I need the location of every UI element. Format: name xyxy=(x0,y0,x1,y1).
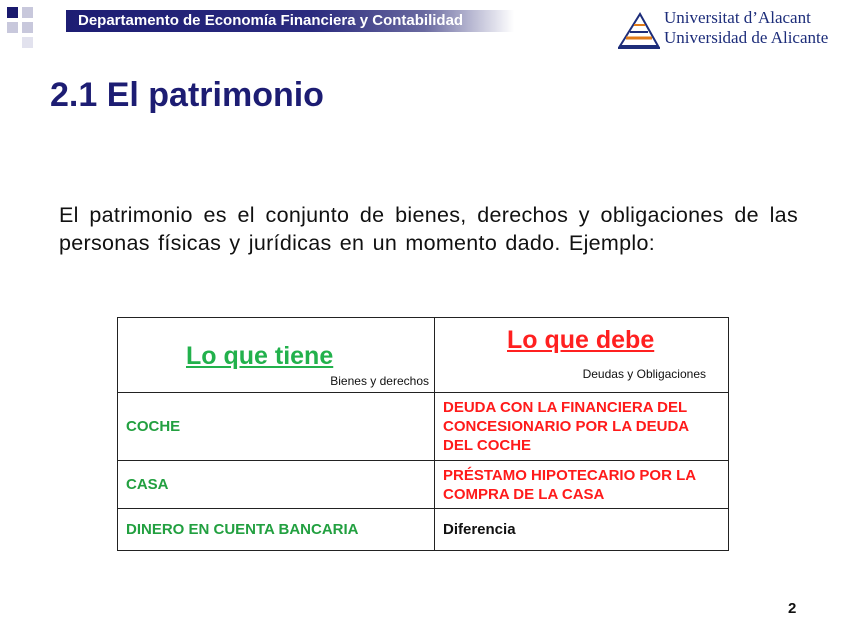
patrimony-table xyxy=(117,317,729,551)
table-row xyxy=(118,461,729,509)
asset-cell: COCHE xyxy=(118,393,435,461)
header-square-dark xyxy=(7,7,18,18)
department-name: Departamento de Economía Financiera y Contabilidad xyxy=(78,12,464,29)
header-square-light xyxy=(22,22,33,33)
table-row xyxy=(118,509,729,551)
university-name-valencian: Universitat d’Alacant xyxy=(664,8,811,27)
liabilities-heading: Lo que debe xyxy=(507,326,655,354)
university-name-spanish: Universidad de Alicante xyxy=(664,28,829,47)
liability-cell: DEUDA CON LA FINANCIERA DEL CONCESIONARIO POR LA DEUDA DEL COCHE xyxy=(435,393,729,461)
university-logo-icon xyxy=(618,10,660,50)
header-square-light xyxy=(22,7,33,18)
slide-title: 2.1 El patrimonio xyxy=(50,76,324,114)
liabilities-subheading: Deudas y Obligaciones xyxy=(582,367,706,381)
header-square-light xyxy=(7,22,18,33)
header-square-faint xyxy=(22,37,33,48)
liability-cell: PRÉSTAMO HIPOTECARIO POR LA COMPRA DE LA CASA xyxy=(435,461,729,509)
assets-subheading: Bienes y derechos xyxy=(330,374,429,388)
definition-paragraph: El patrimonio es el conjunto de bienes, derechos y obligaciones de las personas físicas y jurídicas en un momento dado. Ejemplo: xyxy=(59,203,798,255)
asset-cell: CASA xyxy=(118,461,435,509)
assets-header-cell xyxy=(118,318,435,393)
assets-heading: Lo que tiene xyxy=(186,342,334,370)
asset-cell: DINERO EN CUENTA BANCARIA xyxy=(118,509,435,551)
table-row xyxy=(118,393,729,461)
university-logo xyxy=(618,8,838,54)
difference-cell: Diferencia xyxy=(435,509,729,551)
page-number: 2 xyxy=(788,600,797,617)
table-header-row xyxy=(118,318,729,393)
liabilities-header-cell xyxy=(435,318,729,393)
